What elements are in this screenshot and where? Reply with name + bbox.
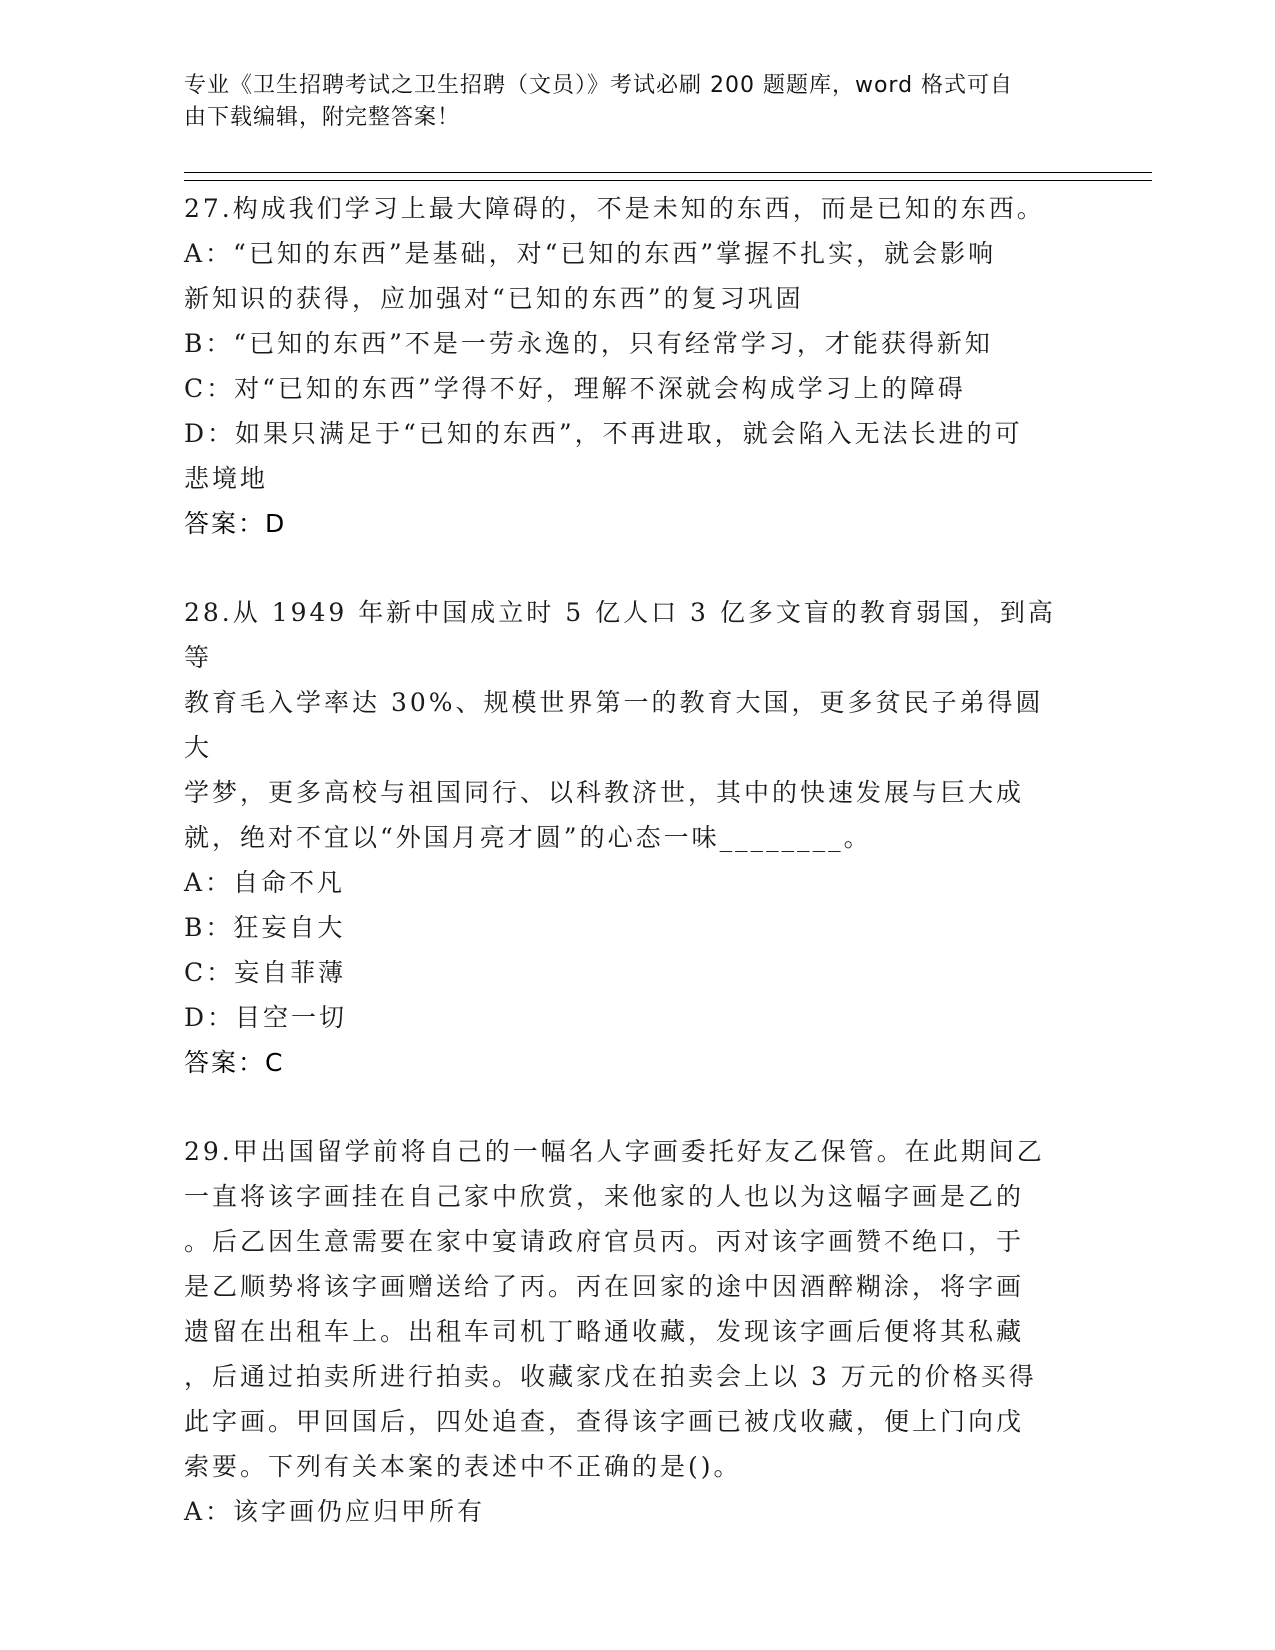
option-line: D：目空一切 — [184, 1003, 348, 1032]
header-rule-bottom — [184, 180, 1152, 181]
page-header — [184, 70, 1064, 134]
option-a — [184, 231, 1064, 321]
question-stem-line: 是乙顺势将该字画赠送给了丙。丙在回家的途中因酒醉糊涂，将字画 — [184, 1272, 1025, 1301]
option-line: A：该字画仍应归甲所有 — [184, 1497, 486, 1526]
option-line: A：自命不凡 — [184, 868, 346, 897]
header-line-1: 专业《卫生招聘考试之卫生招聘（文员）》考试必刷 200 题题库，word 格式可自 — [184, 73, 1014, 98]
option-line: B：狂妄自大 — [184, 913, 346, 942]
question-29 — [184, 1129, 1064, 1534]
answer-label: 答案： — [184, 509, 266, 538]
option-line: B：“已知的东西”不是一劳永逸的，只有经常学习，才能获得新知 — [184, 329, 993, 358]
option-b — [184, 905, 1064, 950]
question-stem-line: 学梦，更多高校与祖国同行、以科教济世，其中的快速发展与巨大成 — [184, 778, 1025, 807]
question-stem-line: 29.甲出国留学前将自己的一幅名人字画委托好友乙保管。在此期间乙 — [184, 1137, 1045, 1166]
option-a — [184, 860, 1064, 905]
option-a — [184, 1489, 1064, 1534]
question-28 — [184, 590, 1064, 1085]
question-list — [184, 186, 1064, 1578]
question-stem-line: 索要。下列有关本案的表述中不正确的是()。 — [184, 1452, 742, 1481]
answer-value: C — [265, 1048, 284, 1077]
question-27 — [184, 186, 1064, 546]
option-c — [184, 950, 1064, 995]
question-stem-line: 遗留在出租车上。出租车司机丁略通收藏，发现该字画后便将其私藏 — [184, 1317, 1025, 1346]
option-b — [184, 321, 1064, 366]
option-line: 新知识的获得，应加强对“已知的东西”的复习巩固 — [184, 284, 804, 313]
option-line: C：妄自菲薄 — [184, 958, 347, 987]
option-d — [184, 411, 1064, 501]
question-stem-line: 就，绝对不宜以“外国月亮才圆”的心态一味________。 — [184, 823, 872, 852]
answer-label: 答案： — [184, 1048, 266, 1077]
answer-value: D — [265, 509, 286, 538]
question-stem-line: 一直将该字画挂在自己家中欣赏，来他家的人也以为这幅字画是乙的 — [184, 1182, 1025, 1211]
option-line: C：对“已知的东西”学得不好，理解不深就会构成学习上的障碍 — [184, 374, 966, 403]
answer — [184, 501, 1064, 546]
option-c — [184, 366, 1064, 411]
header-line-2: 由下载编辑，附完整答案！ — [184, 105, 461, 130]
question-stem-line: ，后通过拍卖所进行拍卖。收藏家戊在拍卖会上以 3 万元的价格买得 — [184, 1362, 1037, 1391]
option-d — [184, 995, 1064, 1040]
header-rule-top — [184, 172, 1152, 173]
question-stem-line: 教育毛入学率达 30%、规模世界第一的教育大国，更多贫民子弟得圆大 — [184, 688, 1044, 762]
option-line: D：如果只满足于“已知的东西”，不再进取，就会陷入无法长进的可 — [184, 419, 1023, 448]
question-stem-line: 28.从 1949 年新中国成立时 5 亿人口 3 亿多文盲的教育弱国，到高等 — [184, 598, 1056, 672]
answer — [184, 1040, 1064, 1085]
question-stem-line: 此字画。甲回国后，四处追查，查得该字画已被戊收藏，便上门向戊 — [184, 1407, 1025, 1436]
option-line: A：“已知的东西”是基础，对“已知的东西”掌握不扎实，就会影响 — [184, 239, 997, 268]
question-stem-line: 。后乙因生意需要在家中宴请政府官员丙。丙对该字画赞不绝口，于 — [184, 1227, 1025, 1256]
question-stem-line: 27.构成我们学习上最大障碍的，不是未知的东西，而是已知的东西。 — [184, 194, 1045, 223]
option-line: 悲境地 — [184, 464, 269, 493]
